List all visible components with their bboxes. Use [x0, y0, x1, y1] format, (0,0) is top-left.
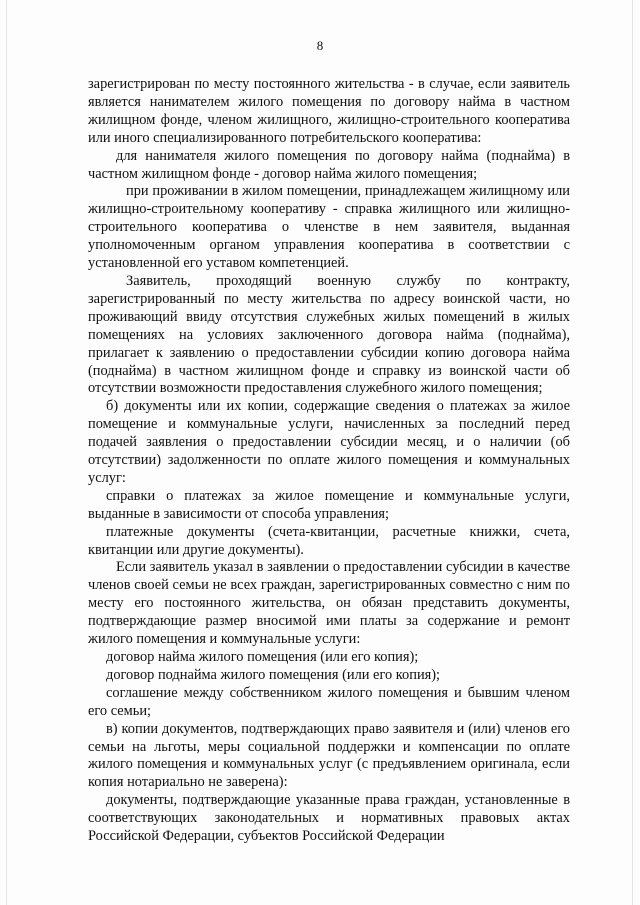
paragraph: договор найма жилого помещения (или его копия);	[106, 649, 419, 665]
paragraph: для нанимателя жилого помещения по договору найма (поднайма) в частном жилищном фонде - договор найма жилого помещения;	[88, 147, 570, 182]
scan-edge-right	[632, 0, 633, 905]
paragraph: документы, подтверждающие указанные права граждан, установленные в соответствующих законодательных и нормативных правовых актах Российской Федерации, субъектов Российской Федерации	[88, 792, 570, 845]
paragraph: зарегистрирован по месту постоянного жительства - в случае, если заявитель является нанимателем жилого помещения по договору найма в частном жилищном фонде, членом жилищного, жилищно-строительного кооператива или иного специализированного потребительского кооператива:	[88, 76, 570, 146]
page-number: 8	[316, 38, 324, 53]
document-body	[88, 76, 570, 846]
paragraph: Заявитель, проходящий военную службу по контракту, зарегистрированный по месту жительства по адресу воинской части, но проживающий ввиду отсутствия служебных жилых помещений в жилых помещениях на условиях заключенного договора найма (поднайма), прилагает к заявлению о предоставлении субсидии копию договора найма (поднайма) в частном жилищном фонде и справку из воинской части об отсутствии возможности предоставления служебного жилого помещения;	[88, 272, 570, 397]
paragraph: при проживании в жилом помещении, принадлежащем жилищному или жилищно-строительному кооперативу - справка жилищного или жилищно-строительного кооператива о членстве в нем заявителя, выданная уполномоченным органом управления кооператива в соответствии с установленной его уставом компетенцией.	[88, 183, 570, 272]
paragraph: соглашение между собственником жилого помещения и бывшим членом его семьи;	[88, 684, 570, 719]
paragraph: Если заявитель указал в заявлении о предоставлении субсидии в качестве членов своей семьи не всех граждан, зарегистрированных совместно с ним по месту его постоянного жительства, он обязан представить документы, подтверждающие размер вносимой ими платы за содержание и ремонт жилого помещения и коммунальные услуги:	[88, 559, 570, 648]
paragraph: договор поднайма жилого помещения (или его копия);	[106, 666, 441, 683]
paragraph: б) документы или их копии, содержащие сведения о платежах за жилое помещение и коммунальные услуги, начисленных за последний перед подачей заявления о предоставлении субсидии месяц, и о наличии (об отсутствии) задолженности по оплате жилого помещения и коммунальных услуг:	[88, 398, 570, 486]
paragraph: платежные документы (счета-квитанции, расчетные книжки, счета, квитанции или другие документы).	[88, 523, 570, 558]
scan-edge-left	[6, 0, 7, 905]
paragraph: справки о платежах за жилое помещение и коммунальные услуги, выданные в зависимости от способа управления;	[88, 487, 570, 522]
paragraph: в) копии документов, подтверждающих право заявителя и (или) членов его семьи на льготы, меры социальной поддержки и компенсации по оплате жилого помещения и коммунальных услуг (с предъявлением оригинала, если копия нотариально не заверена):	[88, 720, 570, 791]
